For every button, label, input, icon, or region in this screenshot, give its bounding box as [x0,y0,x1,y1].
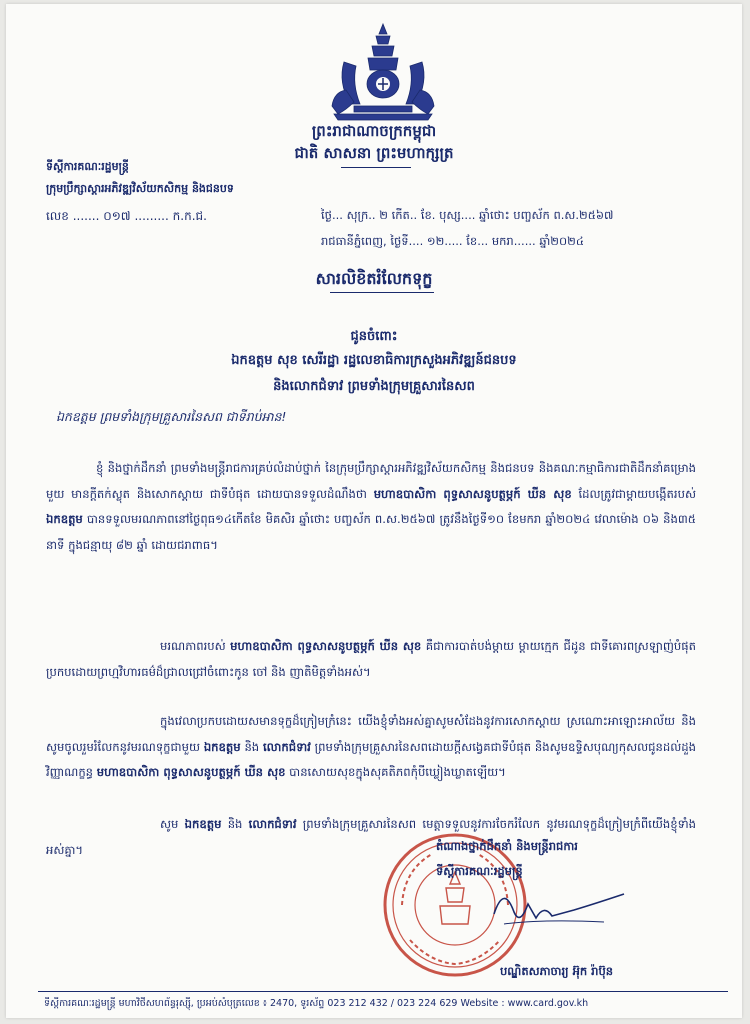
footer-contact: ទីស្តីការគណៈរដ្ឋមន្ត្រី មហាវិថីសហព័ន្ធរុស្ស៊ី, ប្រអប់សំបុត្រលេខ ៖ 2470, ទូរស័ព្ទ 023 212 432 / 023 224 629 Website : www.card.gov.kh [44,998,589,1009]
paragraph-2: មរណភាពរបស់ មហាឧបាសិកា ពុទ្ធសាសនូបត្ថម្ភក៍ ឃីន សុខ គឺជាការបាត់បង់ម្ដាយ ម្ដាយក្មេក ជីដូន ជាទីគោរពស្រឡាញ់បំផុតប្រកបដោយព្រហ្មវិហារធម៌ដ៏ជ្រាលជ្រៅចំពោះកូន ចៅ និង ញាតិមិត្តទាំងអស់។ [46,639,696,679]
lunar-month-label: ខែ [420,208,432,222]
kingdom-title: ព្រះរាជាណាចក្រកម្ពុជា [311,122,437,140]
reference-label: លេខ [46,209,69,223]
date-city: រាជធានីភ្នំពេញ, ថ្ងៃទី [321,234,409,248]
reference-dots: ......... [134,209,169,223]
deceased-name: មហាឧបាសិកា ពុទ្ធសាសនូបត្ថម្ភក៍ ឃីន សុខ [230,639,422,653]
lunar-month: បុស្ស [439,208,461,222]
salutation: ឯកឧត្ដម ព្រមទាំងក្រុមគ្រួសារនៃសព ជាទីរាប់អាន! [56,409,287,424]
paragraph-3: ក្នុងវេលាប្រកបដោយសមានទុក្ខដ៏ក្រៀមក្រំនេះ យើងខ្ញុំទាំងអស់គ្នាសូមសំដែងនូវការសោកស្តាយ ស្រណោះអាឡោះអាល័យ និងសូមចូលរួមរំលែកនូវមរណទុក្ខជាមួយ ឯកឧត្ដម និង លោកជំទាវ ព្រមទាំងក្រុមគ្រួសារនៃសពដោយក្តីសង្វេគជាទីបំផុត និងសូមឧទ្ទិសបុណ្យកុសលជូនដល់ដួងវិញ្ញាណក្ខន្ធ មហាឧបាសិកា ពុទ្ធសាសនូបត្ថម្ភក៍ ឃីន សុខ បានសោយសុខក្នុងសុគតិភពកុំបីឃ្លៀងឃ្លាតឡើយ។ [46,714,697,779]
issuing-office: ទីស្តីការគណៈរដ្ឋមន្ត្រី [46,160,129,173]
national-motto: ជាតិ សាសនា ព្រះមហាក្សត្រ [294,144,454,162]
title-divider [330,292,434,293]
recipient-line-1: ឯកឧត្ដម សុខ សេរីរដ្ឋា រដ្ឋលេខាធិការក្រសួងអភិវឌ្ឍន៍ជនបទ [231,353,517,368]
footer-divider [38,991,728,992]
paragraph-4: សូម ឯកឧត្ដម និង លោកជំទាវ ព្រមទាំងក្រុមគ្រួសារនៃសព មេត្តាទទួលនូវការចែករំលែក នូវមរណទុក្ខដ៏ក្រៀមក្រំពីយើងខ្ញុំទាំងអស់គ្នា។ [46,817,697,857]
letter-page [6,4,742,1018]
royal-coat-of-arms [324,22,442,122]
signatory-title: តំណាងថ្នាក់ដឹកនាំ និងមន្ត្រីរាជការ [436,839,578,853]
paragraph-1: ខ្ញុំ និងថ្នាក់ដឹកនាំ ព្រមទាំងមន្ត្រីរាជការគ្រប់លំដាប់ថ្នាក់ នៃក្រុមប្រឹក្សាស្តារអភិវឌ្ឍវិស័យកសិកម្ម និងជនបទ និងគណៈកម្មាធិការជាតិដឹកនាំគម្រោងមួយ មានក្តីតក់ស្លុត និងសោកស្តាយ ជាទីបំផុត ដោយបានទទួលដំណឹងថា មហាឧបាសិកា ពុទ្ធសាសនូបត្ថម្ភក៍ ឃីន សុខ ដែលត្រូវជាម្ដាយបង្កើតរបស់ ឯកឧត្ដម បានទទួលមរណភាពនៅថ្ងៃពុធ១៤កេីតខែ មិគសិរ ឆ្នាំថោះ បញ្ចស័ក ព.ស.២៥៦៧ ត្រូវនឹងថ្ងៃទី១០ ខែមករា ឆ្នាំ២០២៤ វេលាម៉ោង ០៦ និង៣៥ នាទី ក្នុងជន្មាយុ ៨២ ឆ្នាំ ដោយជរាពាធ។ [46,461,696,552]
reference-value: ០១៧ [103,209,131,223]
solar-date-line: រាជធានីភ្នំពេញ, ថ្ងៃទី.... ១២..... ខែ... មករា...... ឆ្នាំ២០២៤ [321,234,584,248]
issuing-council: ក្រុមប្រឹក្សាស្ដារអភិវឌ្ឍវិស័យកសិកម្ម និងជនបទ [46,182,234,195]
motto-divider [341,167,411,168]
recipient-heading: ជូនចំពោះ [350,329,398,344]
deceased-name: មហាឧបាសិកា ពុទ្ធសាសនូបត្ថម្ភក៍ ឃីន សុខ [373,486,572,501]
signatory-office: ទីស្តីការគណៈរដ្ឋមន្ត្រី [436,864,523,878]
handwritten-signature [484,874,634,954]
date-day: ១២ [426,234,445,248]
date-month: មករា [491,234,514,248]
lunar-date: ២ កើត [379,208,410,222]
lunar-year: ឆ្នាំថោះ បញ្ចស័ក ព.ស.២៥៦៧ [479,208,614,222]
reference-dots: ....... [72,209,100,223]
recipient-line-2: និងលោកជំទាវ ព្រមទាំងក្រុមគ្រួសារនៃសព [273,379,475,394]
letter-title: សារលិខិតរំលែកទុក្ខ [315,269,433,288]
reference-number [46,208,207,226]
date-month-label: ខែ [466,234,478,248]
lunar-date-line: ថ្ងៃ... សុក្រ.. ២ កើត.. ខែ. បុស្ស.... ឆ្នាំថោះ បញ្ចស័ក ព.ស.២៥៦៧ [321,208,614,222]
signatory-name: បណ្ឌិតសភាចារ្យ អ៊ុក រ៉ាប៊ុន [500,964,614,978]
date-year: ឆ្នាំ២០២៤ [539,234,584,248]
deceased-name: មហាឧបាសិកា ពុទ្ធសាសនូបត្ថម្ភក៍ ឃីន សុខ [96,765,286,779]
lunar-day-label: ថ្ងៃ [321,208,332,222]
reference-suffix: ក.ក.ជ. [172,209,207,223]
lunar-day: សុក្រ [346,208,369,222]
